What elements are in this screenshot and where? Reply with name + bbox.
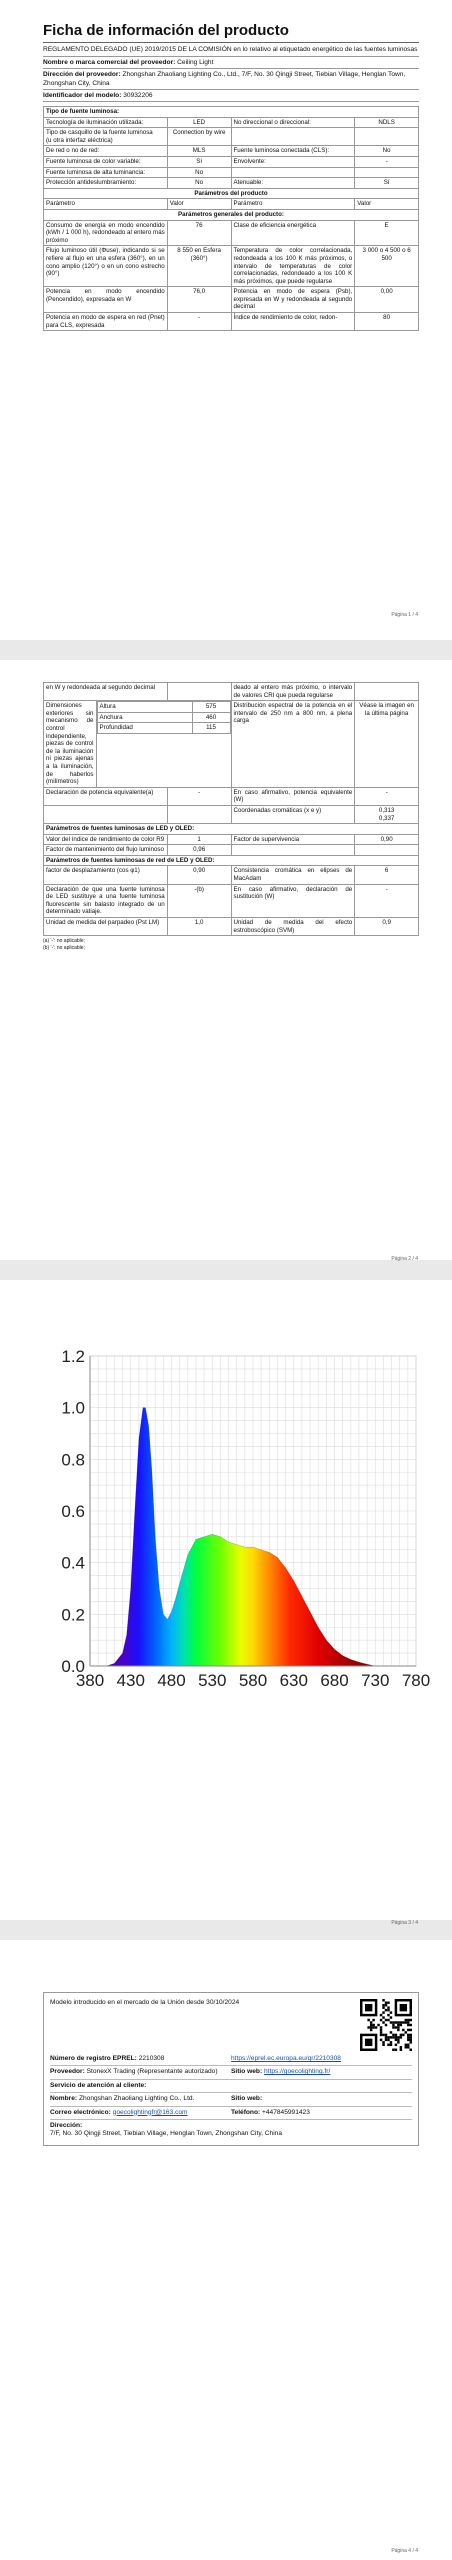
footnote-b: (b) '-': no aplicable; (43, 945, 85, 952)
qr-module (400, 2024, 402, 2026)
param-label: Consumo de energía en modo encendido (kWh / 1 000 h), redondeado al entero más próximo (44, 220, 168, 246)
qr-module (407, 2019, 409, 2021)
param-label: En caso afirmativo, declaración de sustitución (W) (231, 884, 355, 917)
supplier-address: Zhongshan Zhaoliang Lighting Co., Ltd., 7/F, No. 30 Qingji Street, Tiebian Village, Henglan Town, Zhongshan City, China (43, 71, 406, 87)
qr-module (407, 2036, 409, 2038)
model-line (43, 90, 419, 102)
equivalent-power-w-value: - (355, 787, 419, 805)
param-label: Potencia en modo de espera (Psb), expresada en W y redondeada al segundo decimal (231, 287, 355, 313)
qr-module (390, 2041, 392, 2043)
qr-module (405, 2044, 407, 2046)
supplier-name-label: Nombre o marca comercial del proveedor: (43, 59, 176, 67)
qr-module (410, 2041, 412, 2043)
param-value: 0,90 (167, 866, 231, 884)
qr-module (392, 2021, 394, 2023)
supplier-name: Ceiling Light (177, 59, 214, 67)
qr-module (407, 2024, 409, 2026)
param-value: 76 (167, 220, 231, 246)
qr-module (400, 2034, 402, 2036)
x-tick-label: 680 (320, 1671, 349, 1690)
qr-module (395, 2039, 397, 2041)
param-label: No direccional o direccional: (231, 117, 355, 128)
table-row (44, 845, 419, 856)
qr-module (385, 2024, 387, 2026)
continued-params-table (43, 682, 419, 936)
spd-label: Distribución espectral de la potencia en el intervalo de 250 nm a 800 nm, a plena carga (231, 701, 355, 788)
param-value (355, 167, 419, 178)
dimension-row (97, 723, 230, 734)
qr-module (380, 2014, 382, 2016)
params-header: Parámetros del producto (44, 188, 419, 199)
qr-module (385, 2034, 387, 2036)
service-address: 7/F, No. 30 Qingji Street, Tiebian Village, Henglan Town, Zhongshan City, China (50, 2130, 283, 2138)
qr-module (377, 2024, 379, 2026)
param-label: factor de desplazamiento (cos φ1) (44, 866, 168, 884)
eprel-link[interactable]: https://eprel.ec.europa.eu/qr/2210308 (231, 2055, 341, 2062)
param-label (231, 128, 355, 146)
equivalent-power-w-label: En caso afirmativo, potencia equivalente (W) (231, 787, 355, 805)
qr-module (395, 2049, 397, 2051)
qr-module (407, 2039, 409, 2041)
contact-card (43, 1992, 419, 2146)
table-row (44, 287, 419, 313)
qr-module (375, 2026, 377, 2028)
table-row (44, 313, 419, 331)
page-4 (0, 1940, 452, 2560)
qr-module (392, 2036, 394, 2038)
param-label: Índice de rendimiento de color, redon- (231, 313, 355, 331)
qr-module (405, 2031, 407, 2033)
qr-module (382, 2041, 384, 2043)
param-label: Factor de supervivencia (231, 834, 355, 845)
qr-module (390, 2021, 392, 2023)
market-intro: Modelo introducido en el mercado de la Unión desde 30/10/2024 (50, 1999, 240, 2006)
qr-module (367, 2019, 369, 2021)
qr-module (367, 2026, 369, 2028)
page-number: Página 2 / 4 (391, 1256, 418, 1262)
qr-module (380, 2019, 382, 2021)
param-label: Fuente luminosa conectada (CLS): (231, 146, 355, 157)
qr-module (392, 2034, 394, 2036)
model-label: Identificador del modelo: (43, 91, 122, 99)
qr-module (372, 2026, 374, 2028)
param-value (355, 845, 419, 856)
x-tick-label: 480 (157, 1671, 186, 1690)
param-label: Temperatura de color correlacionada, redondeada a los 100 K más próximos, o intervalo de temperaturas de color correlacionadas, redondeado a los 100 K más próximos, que puede regularse (231, 246, 355, 287)
service-website-label: Sitio web: (231, 2095, 263, 2103)
param-label (231, 167, 355, 178)
qr-module (380, 2029, 382, 2031)
standby-network-cont: en W y redondeada al segundo decimal (44, 683, 168, 701)
param-value: - (167, 313, 231, 331)
equivalent-power-label: Declaración de potencia equivalente(a) (44, 787, 168, 805)
qr-module (382, 2021, 384, 2023)
qr-module (390, 2044, 392, 2046)
param-value: 1,0 (167, 918, 231, 936)
type-header: Tipo de fuente luminosa: (44, 107, 419, 118)
qr-module (397, 2039, 399, 2041)
page-1 (0, 0, 452, 640)
qr-module (400, 2021, 402, 2023)
param-value: - (355, 884, 419, 917)
param-label: Fuente luminosa de color variable: (44, 156, 168, 167)
qr-module (397, 2029, 399, 2031)
param-value: 0,96 (167, 845, 231, 856)
dimension-name: Profundidad (97, 723, 192, 734)
table-row (44, 220, 419, 246)
qr-finder (365, 2004, 372, 2011)
table-row (44, 866, 419, 884)
customer-service-label: Servicio de atención al cliente: (50, 2081, 147, 2089)
page-number: Página 4 / 4 (391, 2548, 418, 2554)
param-label: Tecnología de iluminación utilizada: (44, 117, 168, 128)
qr-module (397, 2036, 399, 2038)
qr-module (407, 2029, 409, 2031)
name-label: Nombre: (50, 2095, 78, 2103)
address-label: Dirección: (50, 2122, 83, 2130)
qr-module (385, 2001, 387, 2003)
light-source-type-table (43, 106, 419, 331)
eprel-label: Número de registro EPREL: (50, 2055, 137, 2062)
param-value: 80 (355, 313, 419, 331)
qr-module (410, 2039, 412, 2041)
param-label: Consistencia cromática en elipses de MacAdam (231, 866, 355, 884)
website-link[interactable]: https://goecolighting.fr/ (263, 2068, 331, 2076)
qr-module (390, 2011, 392, 2013)
qr-module (387, 2001, 389, 2003)
param-value: 0,9 (355, 918, 419, 936)
qr-module (400, 2046, 402, 2048)
y-tick-label: 1.0 (61, 1398, 85, 1418)
title-divider (43, 42, 419, 43)
param-label: Valor del índice de rendimiento de color R9 (44, 834, 168, 845)
qr-module (410, 2034, 412, 2036)
cri-cont: deado al entero más próximo, o intervalo de valores CRI que pueda regularse (231, 683, 355, 701)
qr-module (390, 2016, 392, 2018)
qr-module (387, 2019, 389, 2021)
spectral-power-distribution-chart (44, 1347, 431, 1706)
provider-label: Proveedor: (50, 2068, 85, 2076)
table-row (44, 128, 419, 146)
page-number: Página 1 / 4 (391, 612, 418, 618)
qr-module (407, 2034, 409, 2036)
qr-code-icon[interactable] (360, 1999, 412, 2051)
qr-module (382, 2044, 384, 2046)
table-row (44, 834, 419, 845)
table-row (44, 117, 419, 128)
qr-module (410, 2049, 412, 2051)
param-value: 0,00 (355, 287, 419, 313)
y-tick-label: 0.6 (61, 1502, 85, 1521)
param-label: Fuente luminosa de alta luminancia: (44, 167, 168, 178)
param-label: Atenuable: (231, 178, 355, 189)
qr-module (390, 2031, 392, 2033)
qr-module (402, 2034, 404, 2036)
param-label: Unidad de medida del efecto estroboscópico (SVM) (231, 918, 355, 936)
dimension-name: Anchura (97, 712, 192, 723)
dimension-row (97, 712, 230, 723)
qr-module (392, 2024, 394, 2026)
qr-module (410, 2036, 412, 2038)
qr-module (387, 2009, 389, 2011)
param-label: Flujo luminoso útil (Φuse), indicando si se refiere al flujo en una esfera (360°), en un cono amplio (120°) o en un cono estrecho (90°) (44, 246, 168, 287)
provider-name: StonexX Trading (Representante autorizado) (86, 2068, 218, 2076)
equivalent-power-value: - (167, 787, 231, 805)
qr-module (402, 2021, 404, 2023)
x-tick-label: 730 (361, 1671, 390, 1690)
led-params-header: Parámetros de fuentes luminosas de LED y OLED: (44, 824, 419, 835)
qr-module (400, 2049, 402, 2051)
y-tick-label: 0.4 (61, 1553, 85, 1573)
qr-module (385, 2009, 387, 2011)
footnotes (43, 938, 419, 952)
page-2 (0, 660, 452, 1260)
qr-module (370, 2024, 372, 2026)
supplier-address-label: Dirección del proveedor: (43, 71, 121, 79)
param-value: Sí (355, 178, 419, 189)
qr-module (407, 2046, 409, 2048)
table-row (44, 167, 419, 178)
qr-module (395, 2034, 397, 2036)
param-label (231, 845, 355, 856)
dimension-value: 115 (192, 723, 230, 734)
y-tick-label: 0.0 (61, 1657, 85, 1676)
qr-module (395, 2026, 397, 2028)
qr-module (410, 2029, 412, 2031)
qr-module (405, 2021, 407, 2023)
x-tick-label: 430 (116, 1671, 145, 1690)
qr-module (397, 2024, 399, 2026)
qr-module (387, 2006, 389, 2008)
y-tick-label: 0.8 (61, 1450, 85, 1470)
param-value: 3 000 o 4 500 o 6 500 (355, 246, 419, 287)
param-label: Unidad de medida del parpadeo (Pst LM) (44, 918, 168, 936)
param-value: 76,0 (167, 287, 231, 313)
dimensions-label: Dimensiones exteriores sin mecanismo de control independiente, piezas de control de la iluminación ni piezas ajenas a la iluminación, de haberlos (milímetros) (44, 701, 97, 788)
email-label: Correo electrónico: (50, 2108, 111, 2116)
qr-module (382, 2034, 384, 2036)
param-label: Protección antideslumbramiento: (44, 178, 168, 189)
website-label: Sitio web: (231, 2068, 263, 2076)
param-label: Declaración de que una fuente luminosa de LED sustituye a una fuente luminosa fluorescente sin balasto integrado de un determinado vatiaje. (44, 884, 168, 917)
table-row (44, 884, 419, 917)
param-value: No (167, 178, 231, 189)
y-tick-label: 1.2 (61, 1347, 85, 1366)
supplier-address-line (43, 69, 419, 89)
param-value: Connection by wire (167, 128, 231, 146)
qr-module (370, 2026, 372, 2028)
qr-module (387, 2036, 389, 2038)
qr-module (387, 2044, 389, 2046)
chromaticity-label: Coordenadas cromáticas (x e y) (231, 805, 355, 823)
qr-module (372, 2024, 374, 2026)
qr-module (380, 2039, 382, 2041)
supplier-name-line (43, 57, 419, 69)
y-tick-label: 0.2 (61, 1605, 85, 1625)
qr-module (402, 2029, 404, 2031)
qr-module (392, 2026, 394, 2028)
value-col-1: Valor (167, 199, 231, 210)
param-value: NDLS (355, 117, 419, 128)
x-tick-label: 580 (238, 1671, 268, 1690)
param-value: E (355, 220, 419, 246)
dimension-row (97, 702, 230, 713)
table-row (44, 146, 419, 157)
document-title: Ficha de información del producto (43, 22, 289, 39)
qr-module (405, 2019, 407, 2021)
page-number: Página 3 / 4 (391, 1920, 418, 1926)
dimension-name: Altura (97, 702, 192, 713)
regulation-text: REGLAMENTO DELEGADO (UE) 2019/2015 DE LA COMISIÓN en lo relativo al etiquetado energético de las fuentes luminosas (43, 46, 419, 57)
table-row (44, 246, 419, 287)
qr-module (382, 1999, 384, 2001)
x-tick-label: 630 (279, 1671, 308, 1690)
param-col-2: Parámetro (231, 199, 355, 210)
param-value (355, 128, 419, 146)
spd-value: Véase la imagen en la última página (355, 701, 419, 788)
phone-number: +447845991423 (262, 2108, 310, 2116)
table-row (44, 178, 419, 189)
general-params-header: Parámetros generales del producto: (44, 209, 419, 220)
param-label: Tipo de casquillo de la fuente luminosa (u otra interfaz eléctrica) (44, 128, 168, 146)
qr-module (395, 2036, 397, 2038)
dimension-value: 460 (192, 712, 230, 723)
x-tick-label: 780 (401, 1671, 431, 1690)
param-label: Potencia en modo encendido (Pencendido), expresada en W (44, 287, 168, 313)
qr-module (407, 2021, 409, 2023)
param-value: 1 (167, 834, 231, 845)
param-label: Envolvente: (231, 156, 355, 167)
param-value: Sí (167, 156, 231, 167)
email-link[interactable]: goecolightingfr@163.com (112, 2108, 188, 2116)
qr-module (382, 2004, 384, 2006)
qr-module (385, 2004, 387, 2006)
qr-module (385, 2039, 387, 2041)
param-label: Clase de eficiencia energética (231, 220, 355, 246)
value-col-2: Valor (355, 199, 419, 210)
param-value: No (167, 167, 231, 178)
qr-module (382, 2006, 384, 2008)
model-id: 30932206 (123, 91, 153, 99)
x-tick-label: 380 (75, 1671, 105, 1690)
qr-module (390, 2036, 392, 2038)
chromaticity-value: 0,313 0,337 (355, 805, 419, 823)
eprel-number: 2210308 (138, 2055, 165, 2062)
x-tick-label: 530 (198, 1671, 227, 1690)
qr-module (370, 2029, 372, 2031)
qr-module (395, 2021, 397, 2023)
param-col-1: Parámetro (44, 199, 168, 210)
qr-module (387, 2014, 389, 2016)
qr-module (397, 2041, 399, 2043)
dimensions-table (97, 701, 231, 734)
table-row (44, 918, 419, 936)
param-value: - (355, 156, 419, 167)
qr-module (407, 2044, 409, 2046)
qr-module (387, 2039, 389, 2041)
qr-module (380, 2026, 382, 2028)
qr-module (400, 2036, 402, 2038)
qr-module (372, 2019, 374, 2021)
phone-label: Teléfono: (231, 2108, 261, 2116)
qr-module (385, 2019, 387, 2021)
param-value: -(b) (167, 884, 231, 917)
param-label: Potencia en modo de espera en red (Pnet) para CLS, expresada (44, 313, 168, 331)
qr-finder (365, 2039, 372, 2046)
table-row (44, 156, 419, 167)
param-value: No (355, 146, 419, 157)
param-value: 0,90 (355, 834, 419, 845)
qr-module (395, 2044, 397, 2046)
qr-module (382, 2011, 384, 2013)
footnote-a: (a) '-': no aplicable; (43, 938, 85, 945)
qr-module (380, 2031, 382, 2033)
param-value: LED (167, 117, 231, 128)
dimension-value: 575 (192, 702, 230, 713)
qr-module (382, 2016, 384, 2018)
service-name: Zhongshan Zhaoliang Lighting Co., Ltd. (78, 2095, 195, 2103)
qr-module (410, 2024, 412, 2026)
param-value: 8 550 en Esfera (360°) (167, 246, 231, 287)
param-label: Factor de mantenimiento del flujo luminoso (44, 845, 168, 856)
qr-module (370, 2021, 372, 2023)
param-value: 6 (355, 866, 419, 884)
spectral-chart-container (44, 1347, 431, 1706)
qr-module (380, 2034, 382, 2036)
qr-finder (400, 2004, 407, 2011)
led-mains-params-header: Parámetros de fuentes luminosas de red de LED y OLED: (44, 855, 419, 866)
qr-module (410, 2019, 412, 2021)
qr-module (392, 2049, 394, 2051)
param-value: MLS (167, 146, 231, 157)
param-label: De red o no de red: (44, 146, 168, 157)
page-3 (0, 1280, 452, 1926)
qr-module (397, 2021, 399, 2023)
qr-module (397, 2026, 399, 2028)
qr-module (385, 2036, 387, 2038)
qr-module (405, 2046, 407, 2048)
